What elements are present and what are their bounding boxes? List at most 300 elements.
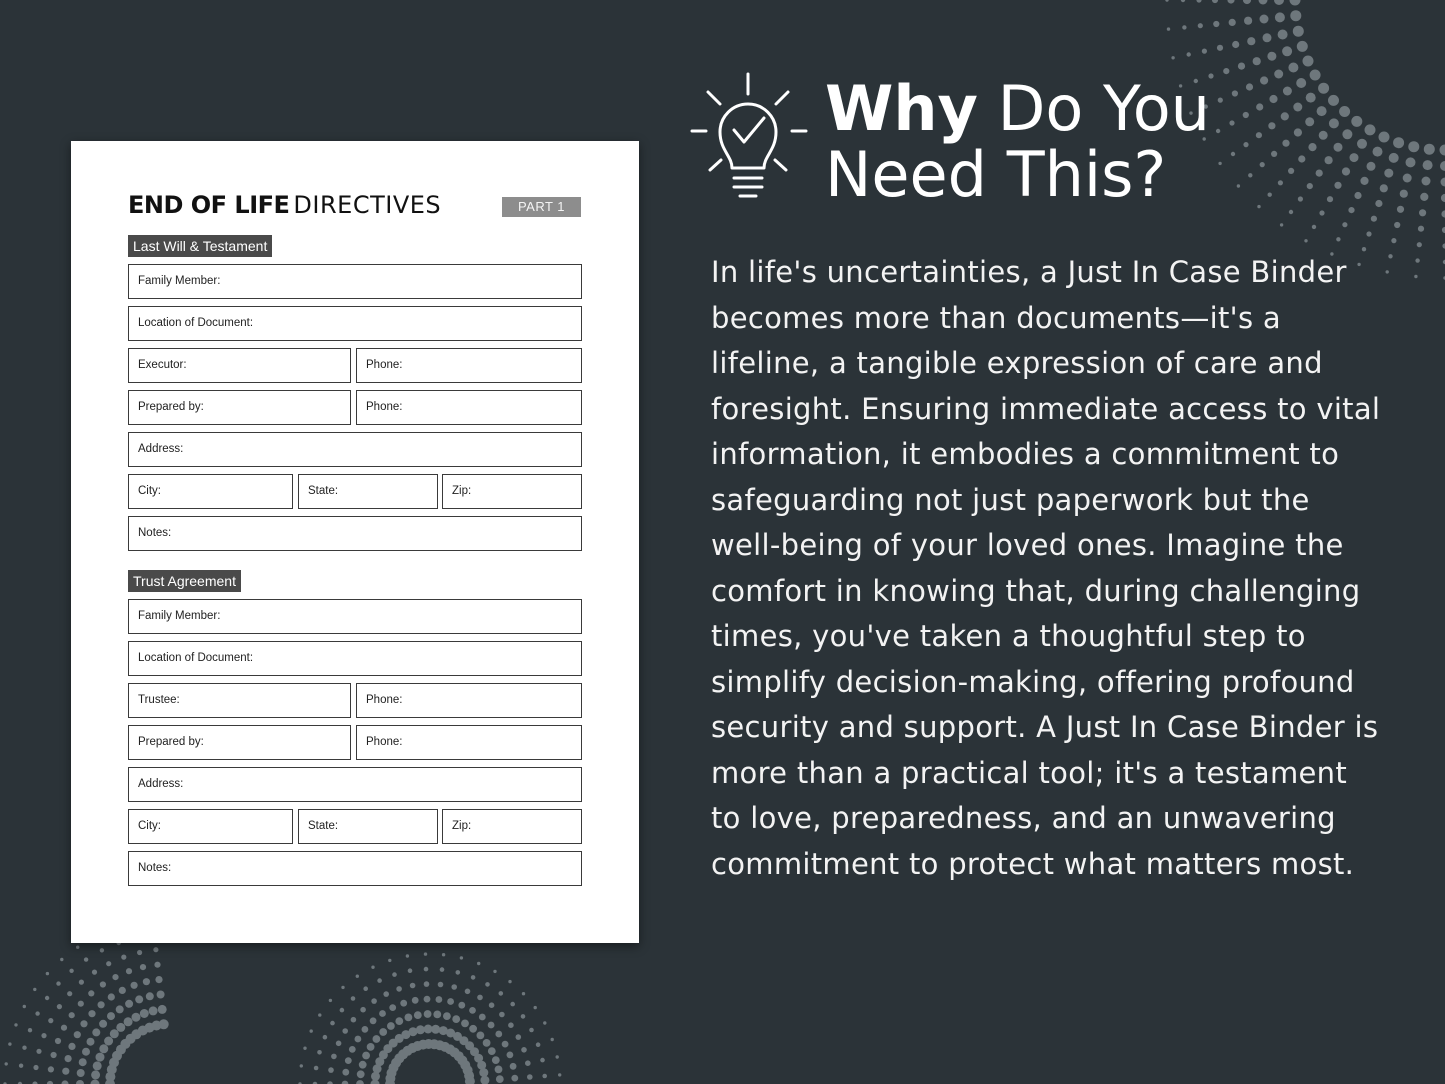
decoration-dot bbox=[1274, 0, 1284, 5]
decoration-dot bbox=[1384, 169, 1393, 178]
decoration-dot bbox=[452, 1015, 460, 1023]
decoration-dot bbox=[392, 972, 397, 977]
decoration-dot bbox=[300, 1064, 303, 1067]
decoration-dot bbox=[1223, 68, 1229, 74]
decoration-dot bbox=[1216, 129, 1220, 133]
field-notes[interactable]: Notes: bbox=[128, 516, 582, 551]
decoration-dot bbox=[329, 999, 332, 1002]
decoration-dot bbox=[65, 1055, 72, 1062]
decoration-dot bbox=[340, 1008, 345, 1013]
decoration-dot bbox=[443, 1012, 451, 1020]
decoration-dot bbox=[342, 1081, 349, 1084]
decoration-dot bbox=[522, 992, 525, 995]
decoration-dot bbox=[351, 996, 356, 1001]
decoration-dot bbox=[60, 958, 63, 961]
decoration-dot bbox=[1327, 196, 1333, 202]
decoration-dot bbox=[1298, 196, 1303, 201]
decoration-dot bbox=[84, 957, 88, 961]
decoration-dot bbox=[1375, 200, 1382, 207]
decoration-dot bbox=[1263, 33, 1272, 42]
decoration-dot bbox=[1336, 237, 1340, 241]
section-label-last-will: Last Will & Testament bbox=[128, 235, 272, 257]
decoration-dot bbox=[1334, 182, 1341, 189]
decoration-dot bbox=[359, 1061, 367, 1069]
decoration-dot bbox=[373, 1035, 381, 1043]
document-title bbox=[128, 191, 441, 223]
decoration-dot bbox=[69, 969, 73, 973]
decoration-dot bbox=[1296, 78, 1306, 88]
decoration-dot bbox=[1354, 192, 1361, 199]
decoration-dot bbox=[1260, 162, 1265, 167]
decoration-dot bbox=[1419, 209, 1426, 216]
decoration-dot bbox=[383, 991, 389, 997]
decoration-dot bbox=[1305, 117, 1314, 126]
decoration-dot bbox=[331, 1054, 337, 1060]
decoration-dot bbox=[534, 1006, 537, 1009]
decoration-dot bbox=[1342, 167, 1350, 175]
decoration-dot bbox=[527, 1074, 533, 1080]
decoration-dot bbox=[74, 1031, 81, 1038]
decoration-dot bbox=[317, 1050, 322, 1055]
field-zip[interactable]: Zip: bbox=[442, 474, 582, 509]
decoration-dot bbox=[1275, 12, 1285, 22]
decoration-dot bbox=[414, 1011, 422, 1019]
field-prepared-by[interactable]: Prepared by: bbox=[128, 390, 351, 425]
decoration-dot bbox=[23, 1005, 26, 1008]
decoration-dot bbox=[1282, 46, 1292, 56]
decoration-dot bbox=[465, 989, 471, 995]
decoration-dot bbox=[395, 1017, 403, 1025]
decoration-dot bbox=[1441, 178, 1445, 187]
decoration-dot bbox=[1274, 70, 1283, 79]
field-city[interactable]: City: bbox=[128, 809, 293, 844]
decoration-dot bbox=[349, 1046, 356, 1053]
decoration-dot bbox=[477, 995, 483, 1001]
decoration-dot bbox=[135, 995, 143, 1003]
decoration-dot bbox=[371, 998, 377, 1004]
decoration-dot bbox=[1281, 112, 1289, 120]
decoration-dot bbox=[76, 1080, 84, 1084]
decoration-dot bbox=[1406, 157, 1416, 167]
decoration-dot bbox=[1317, 106, 1327, 116]
decoration-dot bbox=[1357, 139, 1367, 149]
decoration-dot bbox=[98, 1001, 105, 1008]
decoration-dot bbox=[1243, 112, 1249, 118]
decoration-dot bbox=[67, 991, 72, 996]
decoration-dot bbox=[1271, 151, 1277, 157]
decoration-dot bbox=[1282, 140, 1289, 147]
decoration-dot bbox=[1257, 205, 1260, 208]
decoration-dot bbox=[1304, 239, 1307, 242]
decoration-dot bbox=[424, 981, 430, 987]
decoration-dot bbox=[477, 1032, 485, 1040]
decoration-dot bbox=[68, 1043, 75, 1050]
decoration-dot bbox=[35, 1011, 39, 1015]
decoration-dot bbox=[318, 1013, 321, 1016]
decoration-dot bbox=[540, 1058, 545, 1063]
decoration-dot bbox=[1319, 210, 1324, 215]
decoration-dot bbox=[140, 964, 146, 970]
decoration-dot bbox=[410, 983, 416, 989]
decoration-dot bbox=[469, 1007, 476, 1014]
decoration-dot bbox=[1268, 122, 1275, 129]
decoration-dot bbox=[87, 1038, 95, 1046]
decoration-dot bbox=[99, 1044, 108, 1053]
headline-line-2: Need This? bbox=[825, 138, 1167, 211]
field-prepared-by[interactable]: Prepared by: bbox=[128, 725, 351, 760]
decoration-dot bbox=[140, 1009, 149, 1018]
decoration-dot bbox=[351, 1017, 357, 1023]
headline-line-1 bbox=[825, 72, 1210, 145]
decoration-dot bbox=[388, 959, 391, 962]
field-zip[interactable]: Zip: bbox=[442, 809, 582, 844]
decoration-dot bbox=[1244, 17, 1252, 25]
decoration-dot bbox=[143, 978, 150, 985]
decoration-dot bbox=[496, 1075, 504, 1083]
decoration-dot bbox=[1229, 19, 1236, 26]
decoration-dot bbox=[341, 986, 344, 989]
decoration-dot bbox=[153, 947, 158, 952]
decoration-dot bbox=[371, 1072, 380, 1081]
field-executor[interactable]: Executor: bbox=[128, 348, 351, 383]
decoration-dot bbox=[1297, 41, 1308, 52]
decoration-dot bbox=[1218, 162, 1221, 165]
headline bbox=[825, 72, 1210, 211]
decoration-dot bbox=[1380, 184, 1388, 192]
decoration-dot bbox=[1420, 193, 1428, 201]
decoration-dot bbox=[1350, 153, 1359, 162]
field-prepared-by-phone[interactable]: Phone: bbox=[356, 725, 582, 760]
decoration-dot bbox=[1227, 0, 1234, 4]
decoration-dot bbox=[485, 982, 490, 987]
field-trustee-phone[interactable]: Phone: bbox=[356, 683, 582, 718]
decoration-dot bbox=[1246, 83, 1253, 90]
decoration-dot bbox=[521, 1047, 527, 1053]
field-location-of-document[interactable]: Location of Document: bbox=[128, 641, 582, 676]
decoration-dot bbox=[529, 1028, 534, 1033]
decoration-dot bbox=[137, 950, 142, 955]
decoration-dot bbox=[461, 1020, 469, 1028]
decoration-dot bbox=[1237, 184, 1240, 187]
decoration-dot bbox=[1269, 95, 1277, 103]
decoration-dot bbox=[106, 961, 111, 966]
decoration-dot bbox=[360, 1007, 366, 1013]
headline-rest: Do You bbox=[997, 72, 1210, 145]
decoration-dot bbox=[33, 988, 36, 991]
decoration-dot bbox=[1365, 124, 1376, 135]
decoration-dot bbox=[112, 974, 118, 980]
decoration-dot bbox=[57, 1004, 62, 1009]
decoration-dot bbox=[1165, 0, 1168, 2]
decoration-dot bbox=[78, 1001, 84, 1007]
decoration-dot bbox=[1289, 210, 1293, 214]
field-location-of-document[interactable]: Location of Document: bbox=[128, 306, 582, 341]
decoration-dot bbox=[1334, 143, 1343, 152]
decoration-dot bbox=[510, 1063, 517, 1070]
decoration-dot bbox=[330, 1021, 335, 1026]
decoration-dot bbox=[14, 1023, 17, 1026]
decoration-dot bbox=[543, 1021, 546, 1024]
decoration-dot bbox=[91, 1080, 100, 1084]
decoration-dot bbox=[55, 1038, 61, 1044]
decoration-dot bbox=[28, 1028, 32, 1032]
decoration-dot bbox=[1366, 231, 1371, 236]
decoration-dot bbox=[1243, 0, 1251, 4]
decoration-dot bbox=[1167, 27, 1170, 30]
decoration-dot bbox=[510, 1002, 515, 1007]
decoration-dot bbox=[1367, 162, 1376, 171]
decoration-dot bbox=[489, 1002, 495, 1008]
field-state[interactable]: State: bbox=[298, 474, 438, 509]
decoration-dot bbox=[1278, 180, 1283, 185]
decoration-dot bbox=[146, 992, 154, 1000]
decoration-dot bbox=[424, 967, 429, 972]
decoration-dot bbox=[1198, 23, 1203, 28]
decoration-dot bbox=[1232, 41, 1239, 48]
decoration-dot bbox=[1414, 275, 1417, 278]
decoration-dot bbox=[447, 998, 454, 1005]
decoration-dot bbox=[77, 1069, 85, 1077]
field-family-member[interactable]: Family Member: bbox=[128, 264, 582, 299]
decoration-dot bbox=[408, 968, 413, 973]
decoration-dot bbox=[1212, 0, 1218, 3]
decoration-dot bbox=[107, 1012, 115, 1020]
decoration-dot bbox=[1213, 21, 1219, 27]
decoration-dot bbox=[1187, 52, 1191, 56]
decoration-dot bbox=[405, 1014, 413, 1022]
decoration-dot bbox=[1393, 137, 1404, 148]
decoration-dot bbox=[1268, 193, 1272, 197]
decoration-dot bbox=[1310, 70, 1321, 81]
decoration-dot bbox=[377, 978, 382, 983]
decoration-dot bbox=[1303, 56, 1314, 67]
decoration-dot bbox=[389, 1004, 396, 1011]
decoration-dot bbox=[508, 980, 511, 983]
decoration-dot bbox=[1293, 26, 1304, 37]
decoration-dot bbox=[458, 1002, 465, 1009]
decoration-dot bbox=[357, 1070, 365, 1078]
decoration-dot bbox=[1441, 194, 1445, 202]
decoration-dot bbox=[480, 1076, 489, 1084]
decoration-dot bbox=[5, 1062, 8, 1065]
decoration-dot bbox=[1243, 142, 1248, 147]
decoration-dot bbox=[36, 1049, 41, 1054]
decoration-dot bbox=[45, 996, 49, 1000]
decoration-dot bbox=[1171, 56, 1174, 59]
decoration-dot bbox=[1288, 168, 1294, 174]
field-notes[interactable]: Notes: bbox=[128, 851, 582, 886]
lightbulb-check-icon bbox=[688, 70, 810, 208]
decoration-dot bbox=[551, 1038, 554, 1041]
field-address[interactable]: Address: bbox=[128, 767, 582, 802]
decoration-dot bbox=[61, 1080, 68, 1084]
decoration-dot bbox=[1260, 15, 1269, 24]
decoration-dot bbox=[1290, 10, 1301, 21]
decoration-dot bbox=[76, 946, 79, 949]
decoration-dot bbox=[442, 953, 445, 956]
decoration-dot bbox=[328, 1067, 334, 1073]
decoration-dot bbox=[1342, 129, 1352, 139]
decoration-dot bbox=[438, 982, 444, 988]
decoration-dot bbox=[1329, 118, 1339, 128]
decoration-dot bbox=[507, 1052, 514, 1059]
decoration-dot bbox=[1217, 45, 1223, 51]
document-title-bold: END OF LIFE bbox=[128, 191, 290, 219]
decoration-dot bbox=[323, 1035, 328, 1040]
decoration-dot bbox=[1440, 145, 1445, 156]
decoration-dot bbox=[56, 981, 60, 985]
decoration-dot bbox=[157, 991, 165, 999]
field-state[interactable]: State: bbox=[298, 809, 438, 844]
decoration-dot bbox=[356, 975, 359, 978]
decoration-dot bbox=[460, 956, 463, 959]
decoration-dot bbox=[370, 1017, 377, 1024]
decoration-dot bbox=[1373, 147, 1383, 157]
decoration-dot bbox=[488, 1047, 496, 1055]
decoration-dot bbox=[41, 1033, 46, 1038]
decoration-dot bbox=[1424, 144, 1435, 155]
decoration-dot bbox=[48, 1066, 54, 1072]
decoration-dot bbox=[158, 1005, 167, 1014]
decoration-dot bbox=[92, 1028, 100, 1036]
decoration-dot bbox=[345, 1057, 352, 1064]
decoration-dot bbox=[8, 1042, 11, 1045]
decoration-dot bbox=[119, 987, 126, 994]
decoration-dot bbox=[456, 970, 461, 975]
field-address[interactable]: Address: bbox=[128, 432, 582, 467]
decoration-dot bbox=[1440, 161, 1445, 171]
decoration-dot bbox=[508, 1022, 514, 1028]
decoration-dot bbox=[451, 984, 457, 990]
decoration-dot bbox=[121, 955, 126, 960]
decoration-dot bbox=[33, 1065, 38, 1070]
decoration-dot bbox=[1231, 152, 1235, 156]
decoration-dot bbox=[1196, 0, 1201, 3]
decoration-dot bbox=[149, 1006, 158, 1015]
decoration-dot bbox=[69, 1012, 75, 1018]
decoration-dot bbox=[424, 996, 431, 1003]
decoration-dot bbox=[125, 1000, 133, 1008]
decoration-dot bbox=[100, 981, 106, 987]
decoration-dot bbox=[471, 975, 476, 980]
decoration-dot bbox=[96, 1053, 105, 1062]
decoration-dot bbox=[400, 1000, 407, 1007]
decoration-dot bbox=[502, 1041, 509, 1048]
decoration-dot bbox=[387, 1022, 395, 1030]
decoration-dot bbox=[412, 997, 419, 1004]
decoration-dot bbox=[1417, 242, 1422, 247]
body-paragraph: In life's uncertainties, a Just In Case Binder becomes more than documents—it's a lifeline, a tangible expression of care and foresight. Ensuring immediate access to vital information, it embodies a commitment to safeguarding not just paperwork but the well-being of your loved ones. Imagine the comfort in knowing that, during challenging times, you've taken a thoughtful step to simplify decision-making, offering profound security and support. A Just In Case Binder is more than a practical tool; it's a testament to love, preparedness, and an unwavering commitment to protect what matters most. bbox=[711, 255, 1381, 881]
decoration-dot bbox=[1253, 57, 1261, 65]
decoration-dot bbox=[431, 1025, 440, 1034]
field-family-member[interactable]: Family Member: bbox=[128, 599, 582, 634]
decoration-dot bbox=[22, 1046, 26, 1050]
decoration-dot bbox=[51, 1052, 57, 1058]
decoration-dot bbox=[314, 1066, 319, 1071]
decoration-dot bbox=[88, 1010, 95, 1017]
decoration-dot bbox=[99, 1020, 107, 1028]
decoration-dot bbox=[1238, 63, 1245, 70]
decoration-dot bbox=[1423, 160, 1433, 170]
decoration-dot bbox=[406, 954, 409, 957]
decoration-dot bbox=[355, 1036, 362, 1043]
decoration-dot bbox=[424, 952, 427, 955]
field-prepared-by-phone[interactable]: Phone: bbox=[356, 390, 582, 425]
decoration-dot bbox=[1418, 226, 1424, 232]
field-executor-phone[interactable]: Phone: bbox=[356, 348, 582, 383]
decoration-dot bbox=[492, 1056, 500, 1064]
decoration-dot bbox=[1283, 87, 1292, 96]
decoration-dot bbox=[104, 1037, 113, 1046]
decoration-dot bbox=[1288, 63, 1298, 73]
decoration-dot bbox=[131, 982, 138, 989]
decoration-dot bbox=[1371, 216, 1377, 222]
decoration-dot bbox=[511, 1075, 518, 1082]
decoration-dot bbox=[516, 1034, 522, 1040]
decoration-dot bbox=[1391, 238, 1396, 243]
decoration-dot bbox=[1415, 258, 1419, 262]
decoration-dot bbox=[1218, 98, 1223, 103]
decoration-dot bbox=[1386, 270, 1389, 273]
decoration-dot bbox=[1325, 156, 1333, 164]
decoration-dot bbox=[1351, 116, 1362, 127]
decoration-dot bbox=[379, 1010, 386, 1017]
decoration-dot bbox=[116, 1023, 125, 1032]
decoration-dot bbox=[79, 980, 84, 985]
decoration-dot bbox=[493, 970, 496, 973]
decoration-dot bbox=[1247, 37, 1255, 45]
decoration-dot bbox=[1182, 25, 1186, 29]
decoration-dot bbox=[1202, 49, 1207, 54]
decoration-dot bbox=[433, 1011, 441, 1019]
decoration-dot bbox=[1394, 222, 1400, 228]
decoration-dot bbox=[310, 1029, 313, 1032]
decoration-dot bbox=[1348, 207, 1354, 213]
decoration-dot bbox=[342, 1028, 348, 1034]
decoration-dot bbox=[363, 986, 368, 991]
decoration-dot bbox=[367, 1043, 375, 1051]
decoration-dot bbox=[424, 1010, 432, 1018]
decoration-dot bbox=[416, 1025, 425, 1034]
decoration-dot bbox=[371, 966, 374, 969]
decoration-dot bbox=[1256, 132, 1262, 138]
decoration-dot bbox=[1256, 103, 1263, 110]
decoration-dot bbox=[88, 990, 94, 996]
decoration-dot bbox=[108, 993, 115, 1000]
decoration-dot bbox=[124, 1017, 133, 1026]
field-city[interactable]: City: bbox=[128, 474, 293, 509]
decoration-dot bbox=[1294, 128, 1302, 136]
decoration-dot bbox=[1181, 0, 1185, 2]
decoration-dot bbox=[362, 1026, 369, 1033]
decoration-dot bbox=[82, 1048, 90, 1056]
decoration-dot bbox=[48, 1018, 53, 1023]
decoration-dot bbox=[479, 1014, 486, 1021]
decoration-dot bbox=[1318, 83, 1329, 94]
decoration-dot bbox=[1379, 132, 1390, 143]
decoration-dot bbox=[1308, 143, 1316, 151]
decoration-dot bbox=[521, 1014, 526, 1019]
decoration-dot bbox=[483, 1039, 491, 1047]
decoration-dot bbox=[1306, 93, 1316, 103]
decoration-dot bbox=[1290, 0, 1301, 6]
decoration-dot bbox=[542, 1074, 547, 1079]
decoration-dot bbox=[19, 1064, 23, 1068]
decoration-dot bbox=[1388, 254, 1392, 258]
field-trustee[interactable]: Trustee: bbox=[128, 683, 351, 718]
document-title-light: DIRECTIVES bbox=[293, 191, 442, 219]
decoration-dot bbox=[1342, 222, 1347, 227]
